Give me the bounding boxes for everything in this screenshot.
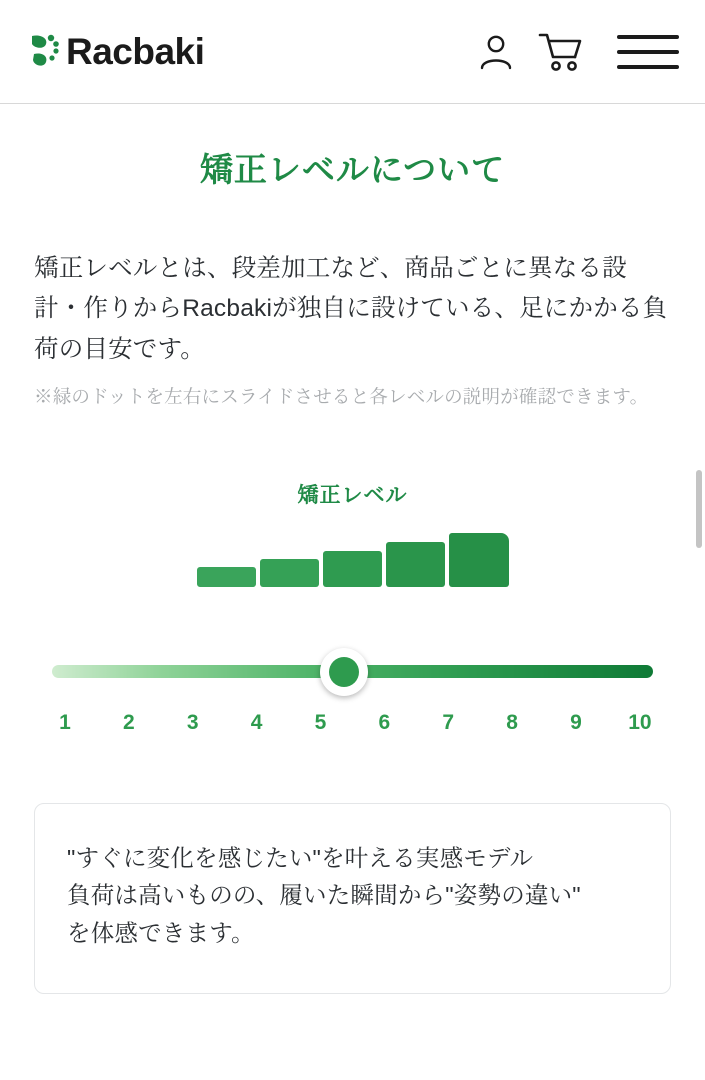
level-widget-label: 矯正レベル: [297, 483, 408, 507]
description-line: "すぐに変化を感じたい"を叶える実感モデル: [67, 844, 534, 871]
footprint-logo-icon: [26, 32, 60, 72]
brand-logo[interactable]: [26, 32, 204, 72]
slider-tick[interactable]: 5: [314, 710, 327, 734]
wedge-bar: [323, 551, 382, 587]
wedge-bar: [260, 559, 319, 587]
lead-paragraph: 矯正レベルとは、段差加工など、商品ごとに異なる設計・作りからRacbakiが独自に設けている、足にかかる負荷の目安です。: [34, 255, 668, 363]
description-line: を体感できます。: [67, 919, 255, 946]
slider-tick[interactable]: 6: [378, 710, 391, 734]
slider-tick[interactable]: 4: [250, 710, 263, 734]
slider-tick[interactable]: 7: [442, 710, 455, 734]
site-header: [0, 0, 705, 104]
shopping-cart-icon[interactable]: [537, 29, 583, 75]
slider-handle[interactable]: [320, 648, 368, 696]
wedge-bar: [197, 567, 256, 587]
slider-tick-labels: [34, 711, 671, 735]
header-actions: [473, 29, 679, 75]
slider-hint-note: ※緑のドットを左右にスライドさせると各レベルの説明が確認できます。: [34, 386, 649, 408]
level-slider[interactable]: [34, 645, 671, 705]
hamburger-menu-icon[interactable]: [617, 30, 679, 74]
wedge-bar: [386, 542, 445, 587]
user-account-icon[interactable]: [473, 29, 519, 75]
slider-tick[interactable]: 2: [123, 710, 135, 734]
slider-tick[interactable]: 8: [506, 710, 518, 734]
page-scrollbar[interactable]: [696, 470, 702, 548]
level-description-card: [34, 803, 671, 994]
slider-tick[interactable]: 9: [570, 710, 582, 734]
page-title: 矯正レベルについて: [199, 151, 506, 188]
wedge-bar: [449, 533, 508, 587]
brand-name: Racbaki: [66, 31, 205, 72]
description-line: 負荷は高いものの、履いた瞬間から"姿勢の違い": [67, 882, 581, 909]
slider-tick[interactable]: 1: [59, 710, 71, 734]
main-content: [0, 144, 705, 994]
correction-level-widget: [34, 479, 671, 735]
slider-tick[interactable]: 3: [186, 710, 199, 734]
slider-tick[interactable]: 10: [628, 710, 652, 734]
level-wedge-graphic: [197, 531, 509, 587]
